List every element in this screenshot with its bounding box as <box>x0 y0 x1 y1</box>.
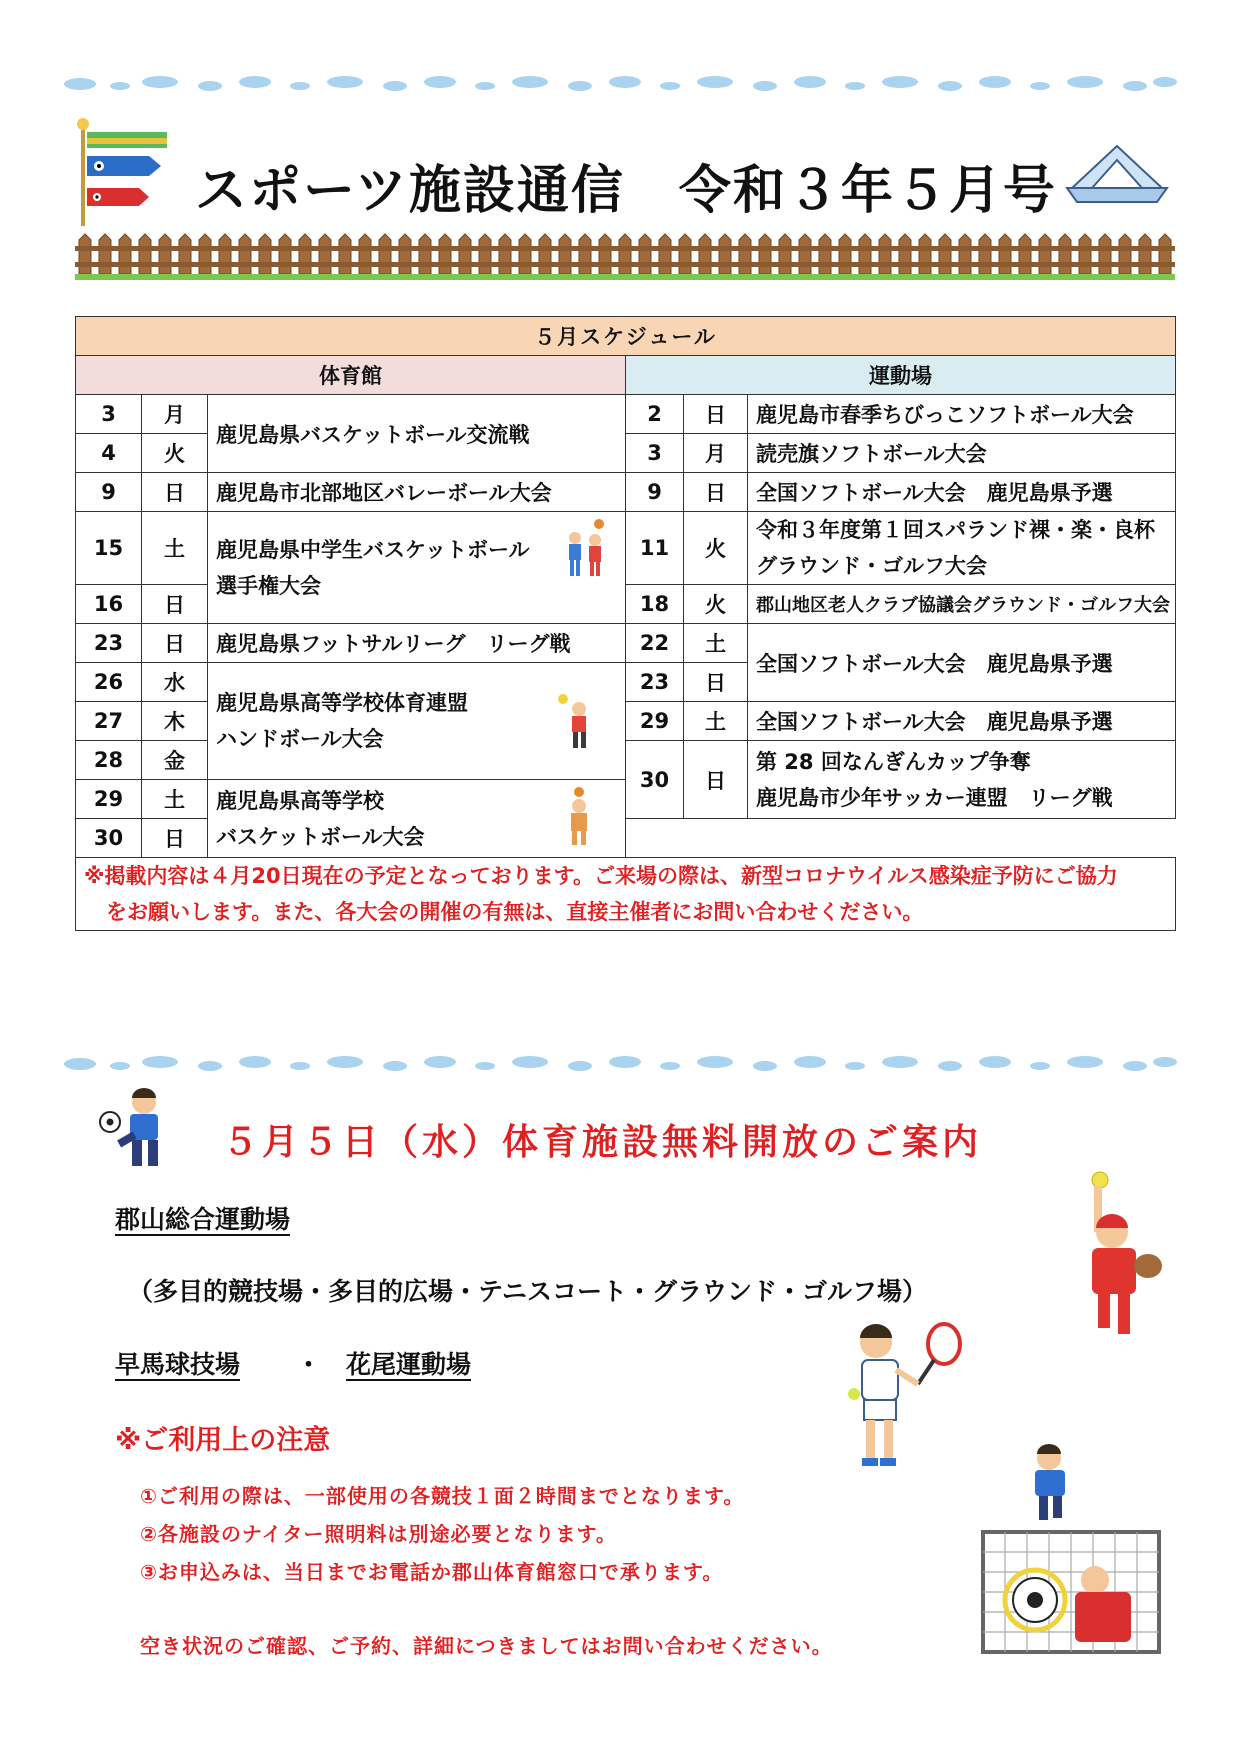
field-date: 2 <box>626 395 684 434</box>
venue-koriyama: 郡山総合運動場 <box>115 1205 291 1234</box>
handball-player-icon <box>555 693 599 751</box>
fence-decoration <box>75 232 1175 280</box>
schedule-note-line2: をお願いします。また、各大会の開催の有無は、直接主催者にお問い合わせください。 <box>106 900 924 924</box>
gym-event <box>208 663 626 780</box>
gym-event <box>208 512 626 624</box>
kabuto-helmet-icon <box>1062 138 1172 208</box>
field-event: 鹿児島市春季ちびっこソフトボール大会 <box>748 395 1176 434</box>
soccer-goal-icon <box>975 1440 1165 1660</box>
gym-weekday: 土 <box>142 512 208 585</box>
venue-hayama: 早馬球技場 <box>115 1350 241 1379</box>
cloud-border-top <box>60 72 1180 96</box>
field-weekday: 土 <box>684 702 748 741</box>
free-open-title: ５月５日（水）体育施設無料開放のご案内 <box>222 1122 983 1163</box>
table-row <box>76 473 1176 512</box>
gym-date: 30 <box>76 819 142 858</box>
field-event-line1: 第 28 回なんぎんカップ争奪 <box>756 749 1031 774</box>
gym-weekday: 日 <box>142 585 208 624</box>
schedule-table <box>75 316 1176 931</box>
field-event-line1: 令和３年度第１回スパランド裸・楽・良杯 <box>756 518 1155 542</box>
gym-weekday: 木 <box>142 702 208 741</box>
contact-note: 空き状況のご確認、ご予約、詳細につきましてはお問い合わせください。 <box>140 1634 833 1658</box>
field-event: 郡山地区老人クラブ協議会グラウンド・ゴルフ大会 <box>748 585 1176 624</box>
table-row <box>76 395 1176 434</box>
gym-date: 28 <box>76 741 142 780</box>
gym-event-line1: 鹿児島県高等学校体育連盟 <box>216 691 468 715</box>
gym-event <box>208 780 626 858</box>
field-weekday: 日 <box>684 395 748 434</box>
field-event: 全国ソフトボール大会 鹿児島県予選 <box>748 702 1176 741</box>
gym-weekday: 水 <box>142 663 208 702</box>
koinobori-icon <box>75 118 175 228</box>
field-date: 29 <box>626 702 684 741</box>
field-event: 全国ソフトボール大会 鹿児島県予選 <box>748 473 1176 512</box>
cloud-border-middle <box>60 1052 1180 1076</box>
field-weekday: 火 <box>684 512 748 585</box>
gym-weekday: 土 <box>142 780 208 819</box>
table-row <box>76 624 1176 663</box>
field-header: 運動場 <box>626 356 1176 395</box>
gym-header: 体育館 <box>76 356 626 395</box>
gym-date: 27 <box>76 702 142 741</box>
gym-weekday: 金 <box>142 741 208 780</box>
gym-weekday: 火 <box>142 434 208 473</box>
field-weekday: 土 <box>684 624 748 663</box>
gym-weekday: 日 <box>142 819 208 858</box>
gym-date: 16 <box>76 585 142 624</box>
field-event <box>748 512 1176 585</box>
field-date: 30 <box>626 741 684 819</box>
field-weekday: 日 <box>684 663 748 702</box>
gym-event-line1: 鹿児島県高等学校 <box>216 788 384 813</box>
venue-koriyama-detail: （多目的競技場・多目的広場・テニスコート・グラウンド・ゴルフ場） <box>128 1277 928 1306</box>
venue-hanao: 花尾運動場 <box>346 1350 472 1379</box>
gym-event: 鹿児島市北部地区バレーボール大会 <box>208 473 626 512</box>
field-date: 18 <box>626 585 684 624</box>
softball-player-icon <box>1068 1170 1168 1340</box>
gym-date: 26 <box>76 663 142 702</box>
field-event: 全国ソフトボール大会 鹿児島県予選 <box>748 624 1176 702</box>
page-title: スポーツ施設通信 令和３年５月号 <box>195 161 1057 221</box>
gym-weekday: 月 <box>142 395 208 434</box>
tennis-player-icon <box>848 1322 968 1472</box>
field-event-line2: グラウンド・ゴルフ大会 <box>756 554 987 578</box>
schedule-note-line1: ※掲載内容は４月20日現在の予定となっております。ご来場の際は、新型コロナウイルス感染症予防にご協力 <box>84 864 1118 888</box>
field-date: 22 <box>626 624 684 663</box>
field-weekday: 火 <box>684 585 748 624</box>
gym-event: 鹿児島県フットサルリーグ リーグ戦 <box>208 624 626 663</box>
basketball-players-icon <box>563 518 611 580</box>
field-date: 9 <box>626 473 684 512</box>
field-date: 11 <box>626 512 684 585</box>
gym-weekday: 日 <box>142 624 208 663</box>
gym-date: 9 <box>76 473 142 512</box>
field-event: 読売旗ソフトボール大会 <box>748 434 1176 473</box>
soccer-player-icon <box>98 1086 182 1176</box>
gym-date: 29 <box>76 780 142 819</box>
rule-2: ②各施設のナイター照明料は別途必要となります。 <box>140 1522 617 1546</box>
schedule-heading: ５月スケジュール <box>76 317 1176 356</box>
venue-separator: ・ <box>296 1350 322 1379</box>
field-weekday: 日 <box>684 741 748 819</box>
field-weekday: 日 <box>684 473 748 512</box>
gym-event: 鹿児島県バスケットボール交流戦 <box>208 395 626 473</box>
gym-date: 4 <box>76 434 142 473</box>
gym-event-line2: バスケットボール大会 <box>216 824 425 849</box>
field-date: 23 <box>626 663 684 702</box>
gym-event-line1: 鹿児島県中学生バスケットボール <box>216 537 530 562</box>
field-weekday: 月 <box>684 434 748 473</box>
gym-date: 3 <box>76 395 142 434</box>
rule-3: ③お申込みは、当日までお電話か郡山体育館窓口で承ります。 <box>140 1560 724 1584</box>
field-event <box>748 741 1176 819</box>
basketball-player-icon <box>559 786 599 848</box>
caution-title: ※ご利用上の注意 <box>115 1425 331 1456</box>
schedule-note <box>76 858 1176 931</box>
gym-date: 23 <box>76 624 142 663</box>
gym-weekday: 日 <box>142 473 208 512</box>
field-date: 3 <box>626 434 684 473</box>
gym-date: 15 <box>76 512 142 585</box>
rule-1: ①ご利用の際は、一部使用の各競技１面２時間までとなります。 <box>140 1484 745 1508</box>
gym-event-line2: ハンドボール大会 <box>216 727 384 751</box>
field-event-line2: 鹿児島市少年サッカー連盟 リーグ戦 <box>756 785 1113 810</box>
gym-event-line2: 選手権大会 <box>216 573 321 598</box>
